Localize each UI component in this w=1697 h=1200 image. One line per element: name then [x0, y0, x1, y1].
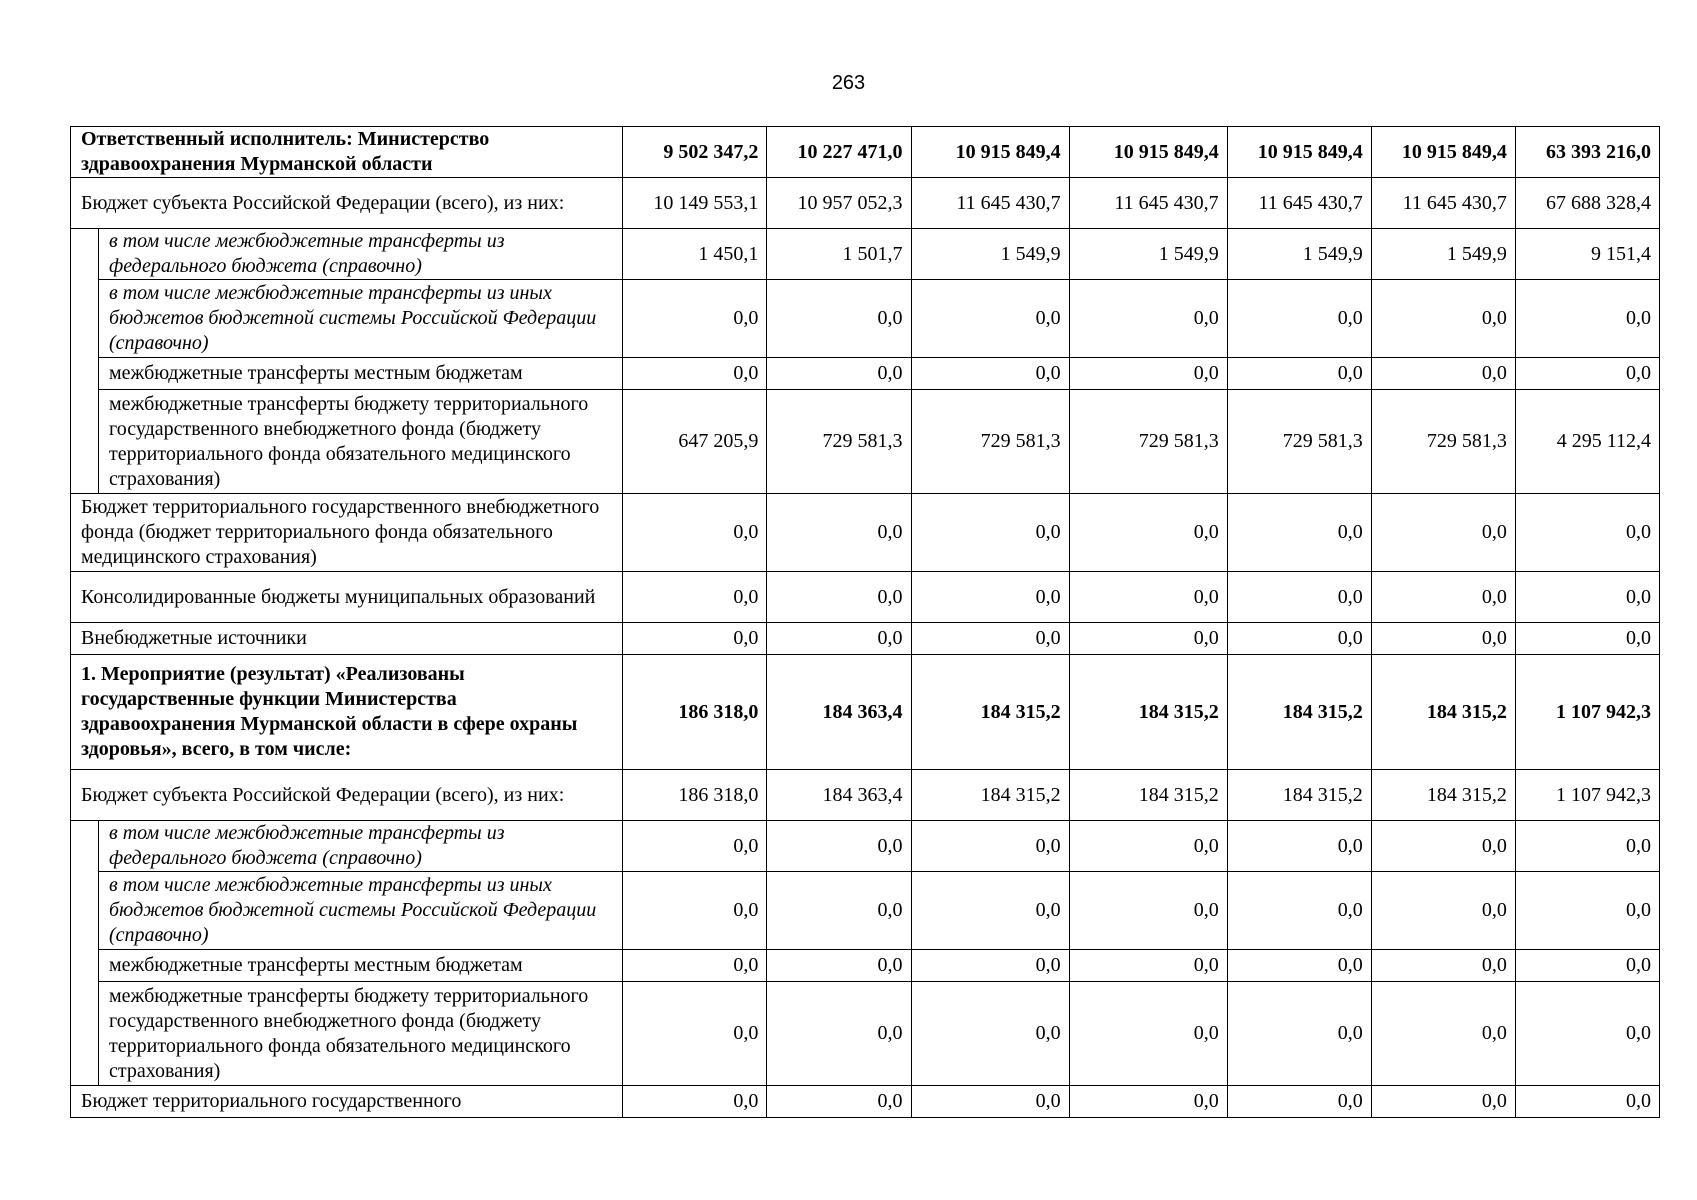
table-row	[71, 280, 1660, 358]
value-cell: 0,0	[1069, 358, 1227, 390]
value-cell: 10 915 849,4	[1069, 127, 1227, 178]
row-label: межбюджетные трансферты бюджету территориального государственного внебюджетного фонда (бюджету территориального фонда обязательного медицинского страхования)	[99, 982, 623, 1086]
row-label: в том числе межбюджетные трансферты из федерального бюджета (справочно)	[99, 229, 623, 280]
value-cell: 0,0	[767, 280, 911, 358]
value-cell: 0,0	[1371, 982, 1515, 1086]
row-label: в том числе межбюджетные трансферты из иных бюджетов бюджетной системы Российской Федерации (справочно)	[99, 872, 623, 950]
value-cell: 0,0	[911, 494, 1069, 572]
value-cell: 0,0	[623, 821, 767, 872]
value-cell: 0,0	[1069, 494, 1227, 572]
value-cell: 11 645 430,7	[1371, 178, 1515, 229]
value-cell: 1 549,9	[911, 229, 1069, 280]
table-row	[71, 178, 1660, 229]
value-cell: 0,0	[767, 872, 911, 950]
value-cell: 0,0	[911, 572, 1069, 623]
value-cell: 0,0	[1069, 280, 1227, 358]
value-cell: 0,0	[1371, 358, 1515, 390]
value-cell: 0,0	[1371, 1086, 1515, 1118]
value-cell: 0,0	[1515, 982, 1659, 1086]
value-cell: 184 363,4	[767, 655, 911, 770]
table-row	[71, 358, 1660, 390]
value-cell: 0,0	[911, 872, 1069, 950]
value-cell: 0,0	[1069, 950, 1227, 982]
value-cell: 0,0	[1227, 280, 1371, 358]
value-cell: 0,0	[623, 358, 767, 390]
table-row	[71, 982, 1660, 1086]
value-cell: 0,0	[623, 950, 767, 982]
value-cell: 647 205,9	[623, 390, 767, 494]
row-label: Консолидированные бюджеты муниципальных образований	[71, 572, 623, 623]
value-cell: 184 315,2	[1069, 655, 1227, 770]
value-cell: 10 149 553,1	[623, 178, 767, 229]
value-cell: 0,0	[623, 572, 767, 623]
value-cell: 0,0	[1371, 821, 1515, 872]
value-cell: 67 688 328,4	[1515, 178, 1659, 229]
row-label: Бюджет территориального государственного	[71, 1086, 623, 1118]
value-cell: 184 315,2	[911, 770, 1069, 821]
value-cell: 4 295 112,4	[1515, 390, 1659, 494]
value-cell: 0,0	[1227, 821, 1371, 872]
value-cell: 0,0	[911, 982, 1069, 1086]
budget-table	[70, 126, 1660, 1118]
value-cell: 10 915 849,4	[1371, 127, 1515, 178]
value-cell: 0,0	[1227, 494, 1371, 572]
table-row	[71, 572, 1660, 623]
value-cell: 11 645 430,7	[911, 178, 1069, 229]
value-cell: 729 581,3	[1069, 390, 1227, 494]
value-cell: 11 645 430,7	[1069, 178, 1227, 229]
value-cell: 0,0	[767, 623, 911, 655]
value-cell: 0,0	[1069, 872, 1227, 950]
value-cell: 0,0	[1515, 821, 1659, 872]
row-label: межбюджетные трансферты местным бюджетам	[99, 358, 623, 390]
value-cell: 0,0	[1515, 950, 1659, 982]
value-cell: 9 151,4	[1515, 229, 1659, 280]
value-cell: 1 107 942,3	[1515, 655, 1659, 770]
value-cell: 0,0	[623, 623, 767, 655]
value-cell: 63 393 216,0	[1515, 127, 1659, 178]
value-cell: 0,0	[1227, 358, 1371, 390]
table-row	[71, 623, 1660, 655]
value-cell: 0,0	[1515, 494, 1659, 572]
value-cell: 0,0	[1227, 623, 1371, 655]
value-cell: 1 450,1	[623, 229, 767, 280]
value-cell: 0,0	[1069, 1086, 1227, 1118]
value-cell: 10 957 052,3	[767, 178, 911, 229]
value-cell: 0,0	[623, 280, 767, 358]
table-row	[71, 770, 1660, 821]
row-label: межбюджетные трансферты бюджету территориального государственного внебюджетного фонда (бюджету территориального фонда обязательного медицинского страхования)	[99, 390, 623, 494]
value-cell: 184 315,2	[1371, 655, 1515, 770]
value-cell: 0,0	[767, 1086, 911, 1118]
value-cell: 0,0	[1371, 494, 1515, 572]
value-cell: 0,0	[623, 1086, 767, 1118]
value-cell: 1 501,7	[767, 229, 911, 280]
value-cell: 0,0	[1371, 872, 1515, 950]
value-cell: 0,0	[1515, 1086, 1659, 1118]
value-cell: 0,0	[1069, 982, 1227, 1086]
table-row	[71, 950, 1660, 982]
value-cell: 0,0	[1227, 1086, 1371, 1118]
value-cell: 0,0	[1371, 623, 1515, 655]
value-cell: 0,0	[911, 821, 1069, 872]
row-label: Ответственный исполнитель: Министерство здравоохранения Мурманской области	[71, 127, 623, 178]
table-row	[71, 229, 1660, 280]
row-label: 1. Мероприятие (результат) «Реализованы государственные функции Министерства здравоохранения Мурманской области в сфере охраны здоровья», всего, в том числе:	[71, 655, 623, 770]
value-cell: 0,0	[1069, 821, 1227, 872]
value-cell: 0,0	[1371, 280, 1515, 358]
indent-cell	[71, 821, 99, 1086]
value-cell: 0,0	[1227, 950, 1371, 982]
value-cell: 186 318,0	[623, 655, 767, 770]
value-cell: 0,0	[1515, 280, 1659, 358]
value-cell: 0,0	[623, 494, 767, 572]
value-cell: 184 315,2	[1371, 770, 1515, 821]
value-cell: 0,0	[911, 280, 1069, 358]
row-label: Бюджет территориального государственного внебюджетного фонда (бюджет территориального фонда обязательного медицинского страхования)	[71, 494, 623, 572]
value-cell: 0,0	[767, 982, 911, 1086]
value-cell: 729 581,3	[911, 390, 1069, 494]
value-cell: 0,0	[623, 982, 767, 1086]
value-cell: 0,0	[1371, 950, 1515, 982]
value-cell: 0,0	[1069, 623, 1227, 655]
value-cell: 0,0	[767, 358, 911, 390]
value-cell: 11 645 430,7	[1227, 178, 1371, 229]
value-cell: 0,0	[1227, 982, 1371, 1086]
row-label: в том числе межбюджетные трансферты из иных бюджетов бюджетной системы Российской Федерации (справочно)	[99, 280, 623, 358]
table-row	[71, 655, 1660, 770]
value-cell: 0,0	[911, 950, 1069, 982]
table-row	[71, 872, 1660, 950]
value-cell: 0,0	[1515, 572, 1659, 623]
value-cell: 1 549,9	[1227, 229, 1371, 280]
indent-cell	[71, 229, 99, 494]
value-cell: 0,0	[767, 572, 911, 623]
value-cell: 0,0	[623, 872, 767, 950]
value-cell: 186 318,0	[623, 770, 767, 821]
value-cell: 0,0	[1371, 572, 1515, 623]
value-cell: 10 227 471,0	[767, 127, 911, 178]
page-number: 263	[831, 72, 866, 94]
row-label: межбюджетные трансферты местным бюджетам	[99, 950, 623, 982]
value-cell: 0,0	[767, 821, 911, 872]
value-cell: 1 107 942,3	[1515, 770, 1659, 821]
budget-table-body	[71, 127, 1660, 1118]
value-cell: 1 549,9	[1371, 229, 1515, 280]
value-cell: 0,0	[1227, 572, 1371, 623]
table-row	[71, 1086, 1660, 1118]
value-cell: 0,0	[911, 623, 1069, 655]
value-cell: 0,0	[911, 358, 1069, 390]
value-cell: 0,0	[767, 494, 911, 572]
value-cell: 10 915 849,4	[1227, 127, 1371, 178]
value-cell: 184 315,2	[1069, 770, 1227, 821]
value-cell: 729 581,3	[1227, 390, 1371, 494]
value-cell: 0,0	[1515, 872, 1659, 950]
row-label: Бюджет субъекта Российской Федерации (всего), из них:	[71, 770, 623, 821]
value-cell: 729 581,3	[767, 390, 911, 494]
table-row	[71, 821, 1660, 872]
row-label: Бюджет субъекта Российской Федерации (всего), из них:	[71, 178, 623, 229]
value-cell: 184 315,2	[911, 655, 1069, 770]
table-row	[71, 390, 1660, 494]
value-cell: 0,0	[1227, 872, 1371, 950]
value-cell: 0,0	[767, 950, 911, 982]
value-cell: 184 315,2	[1227, 655, 1371, 770]
row-label: в том числе межбюджетные трансферты из федерального бюджета (справочно)	[99, 821, 623, 872]
table-row	[71, 494, 1660, 572]
value-cell: 0,0	[911, 1086, 1069, 1118]
value-cell: 0,0	[1515, 623, 1659, 655]
value-cell: 0,0	[1069, 572, 1227, 623]
value-cell: 10 915 849,4	[911, 127, 1069, 178]
row-label: Внебюджетные источники	[71, 623, 623, 655]
value-cell: 0,0	[1515, 358, 1659, 390]
value-cell: 729 581,3	[1371, 390, 1515, 494]
value-cell: 184 315,2	[1227, 770, 1371, 821]
value-cell: 184 363,4	[767, 770, 911, 821]
value-cell: 1 549,9	[1069, 229, 1227, 280]
value-cell: 9 502 347,2	[623, 127, 767, 178]
table-row	[71, 127, 1660, 178]
